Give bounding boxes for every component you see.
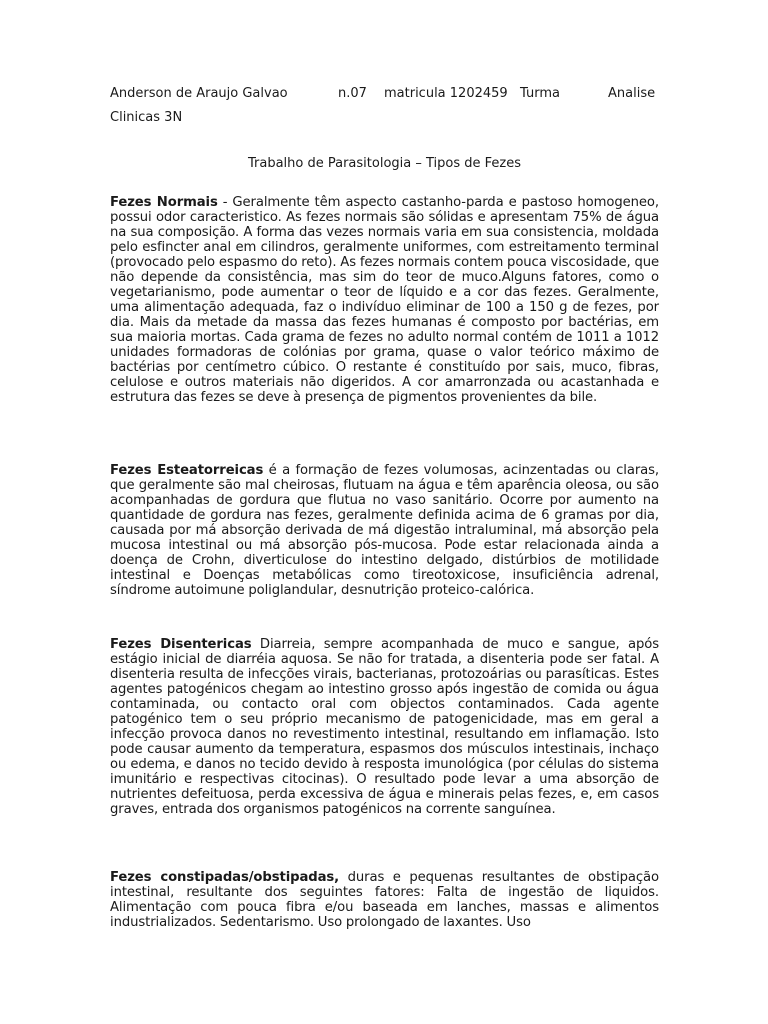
section-heading: Fezes Normais [110, 195, 218, 210]
section-fezes-normais [110, 195, 659, 405]
student-matricula: matricula 1202459 [384, 86, 508, 101]
section-heading: Fezes Disentericas [110, 637, 252, 652]
student-analise: Analise [608, 86, 656, 101]
section-fezes-disentericas [110, 637, 659, 817]
section-fezes-constipadas [110, 870, 659, 930]
section-text: é a formação de fezes volumosas, acinzentadas ou claras, que geralmente são mal cheirosas, flutuam na água e têm aparência oleosa, ou são acompanhadas de gordura que flutua no vaso sanitário. Ocorre por aumento na quantidade de gordura nas fezes, geralmente definida acima de 6 gramas por dia, causada por má absorção derivada de má digestão intraluminal, má absorção pela mucosa intestinal ou má absorção pós-mucosa. Pode estar relacionada ainda a doença de Crohn, diverticulose do intestino delgado, distúrbios de motilidade intestinal e Doenças metabólicas como tireotoxicose, insuficiência adrenal, síndrome autoimune poliglandular, desnutrição proteico-calórica. [110, 463, 660, 598]
section-heading: Fezes Esteatorreicas [110, 463, 264, 478]
section-fezes-esteatorreicas [110, 463, 659, 598]
student-number: n.07 [338, 86, 367, 101]
section-text: duras e pequenas resultantes de obstipação intestinal, resultante dos seguintes fatores: Falta de ingestão de liquidos. Alimentação com pouca fibra e/ou baseada em lanches, massas e alimentos industrializados. Sedentarismo. Uso prolongado de laxantes. Uso [110, 870, 659, 930]
section-text: Diarreia, sempre acompanhada de muco e sangue, após estágio inicial de diarréia aquosa. Se não for tratada, a disenteria pode ser fatal. A disenteria resulta de infecções virais, bacterianas, protozoárias ou parasíticas. Estes agentes patogénicos chegam ao intestino grosso após ingestão de comida ou água contaminada, ou contacto oral com objectos contaminados. Cada agente patogénico tem o seu próprio mecanismo de patogenicidade, mas em geral a infecção provoca danos no revestimento intestinal, resultando em inflamação. Isto pode causar aumento da temperatura, espasmos dos músculos intestinais, inchaço ou edema, e danos no tecido devido à resposta imunológica (por células do sistema imunitário e respectivas citocinas). O resultado pode levar a uma absorção de nutrientes defeituosa, perda excessiva de água e minerais pelas fezes, e, em casos graves, entrada dos organismos patogénicos na corrente sanguínea. [110, 637, 659, 817]
section-text: - Geralmente têm aspecto castanho-parda e pastoso homogeneo, possui odor caracteristico. As fezes normais são sólidas e apresentam 75% de água na sua composição. A forma das vezes normais varia em sua consistencia, moldada pelo esfincter anal em cilindros, geralmente uniformes, com estreitamento terminal (provocado pelo espasmo do reto). As fezes normais contem pouca viscosidade, que não depende da consistência, mas sim do teor de muco.Alguns fatores, como o vegetarianismo, pode aumentar o teor de líquido e a cor das fezes. Geralmente, uma alimentação adequada, faz o indivíduo eliminar de 100 a 150 g de fezes, por dia. Mais da metade da massa das fezes humanas é composto por bactérias, em sua maioria mortas. Cada grama de fezes no adulto normal contém de 1011 a 1012 unidades formadoras de colónias por grama, quase o valor teórico máximo de bactérias por centímetro cúbico. O restante é constituído por sais, muco, fibras, celulose e outros materiais não digeridos. A cor amarronzada ou acastanhada e estrutura das fezes se deve à presença de pigmentos provenientes da bile. [110, 195, 659, 405]
document-title: Trabalho de Parasitologia – Tipos de Fezes [247, 156, 521, 171]
document-page [110, 0, 659, 1024]
student-turma: Turma [520, 86, 560, 101]
student-class: Clinicas 3N [110, 110, 183, 125]
student-name: Anderson de Araujo Galvao [110, 86, 288, 101]
section-heading: Fezes constipadas/obstipadas, [110, 870, 340, 885]
